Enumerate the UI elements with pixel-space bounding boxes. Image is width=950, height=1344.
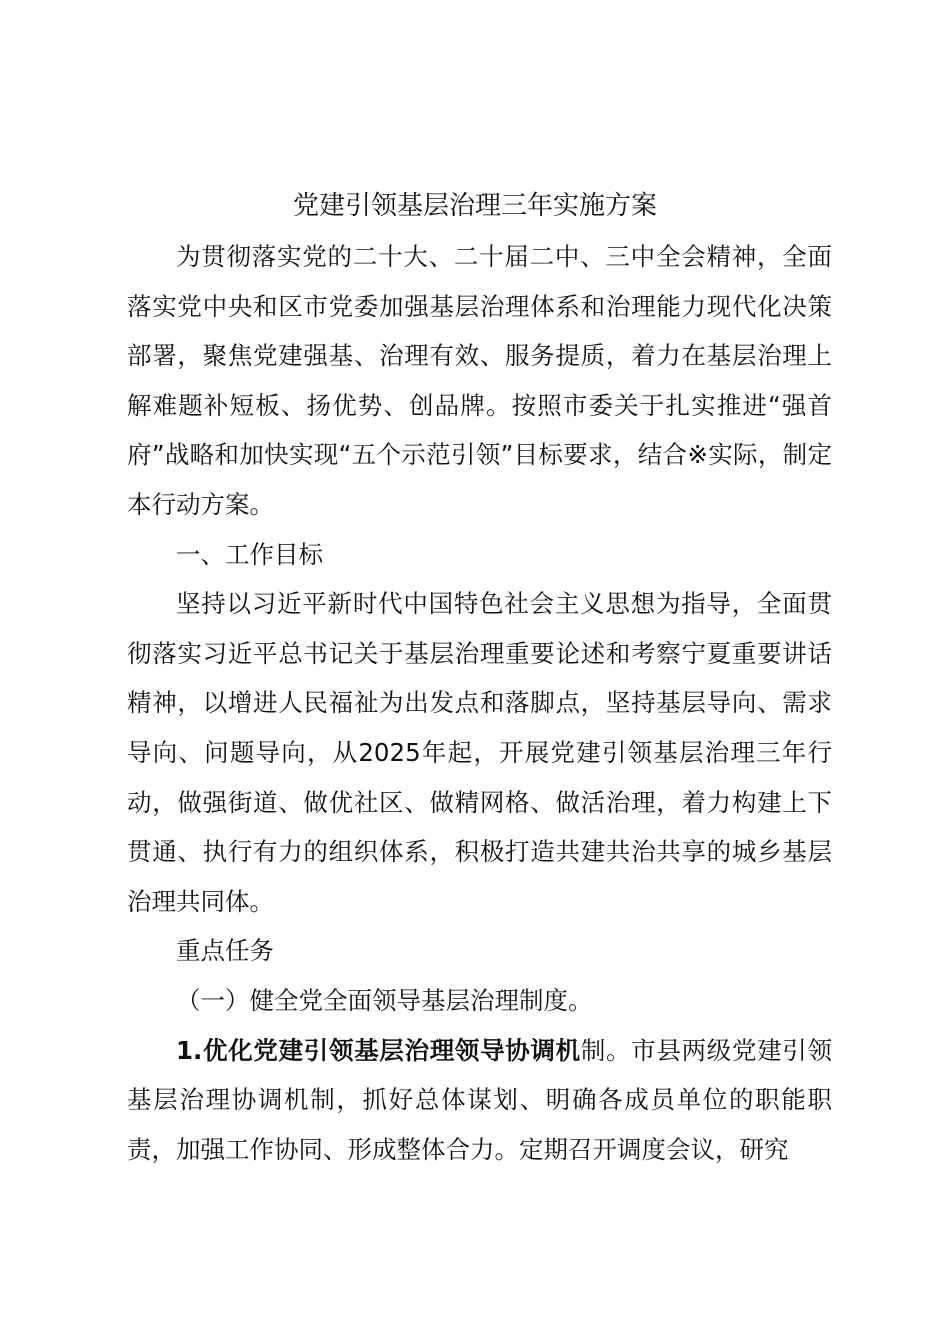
document-body	[127, 232, 832, 1174]
section-2-heading: 重点任务	[176, 936, 274, 966]
item-1-lead: 1.优化党建引领基层治理领导协调机	[176, 1035, 581, 1065]
document-title: 党建引领基层治理三年实施方案	[292, 191, 657, 221]
item-1-paragraph	[127, 1026, 832, 1175]
section-1-heading: 一、工作目标	[176, 539, 323, 569]
item-1-body: 制。市县两级党建引领基层治理协调机制，抓好总体谋划、明确各成员单位的职能职责，加强工作协同、形成整体合力。定期召开调度会议，研究	[127, 1035, 832, 1164]
intro-paragraph: 为贯彻落实党的二十大、二十届二中、三中全会精神，全面落实党中央和区市党委加强基层治理体系和治理能力现代化决策部署，聚焦党建强基、治理有效、服务提质，着力在基层治理上解难题补短板、扬优势、创品牌。按照市委关于扎实推进“强首府”战略和加快实现“五个示范引领”目标要求，结合※实际，制定本行动方案。	[127, 242, 832, 519]
section-1-paragraph: 坚持以习近平新时代中国特色社会主义思想为指导，全面贯彻落实习近平总书记关于基层治理重要论述和考察宁夏重要讲话精神，以增进人民福祉为出发点和落脚点，坚持基层导向、需求导向、问题导向，从2025年起，开展党建引领基层治理三年行动，做强街道、做优社区、做精网格、做活治理，着力构建上下贯通、执行有力的组织体系，积极打造共建共治共享的城乡基层治理共同体。	[127, 589, 832, 916]
subsection-1-heading: （一）健全党全面领导基层治理制度。	[176, 985, 593, 1015]
